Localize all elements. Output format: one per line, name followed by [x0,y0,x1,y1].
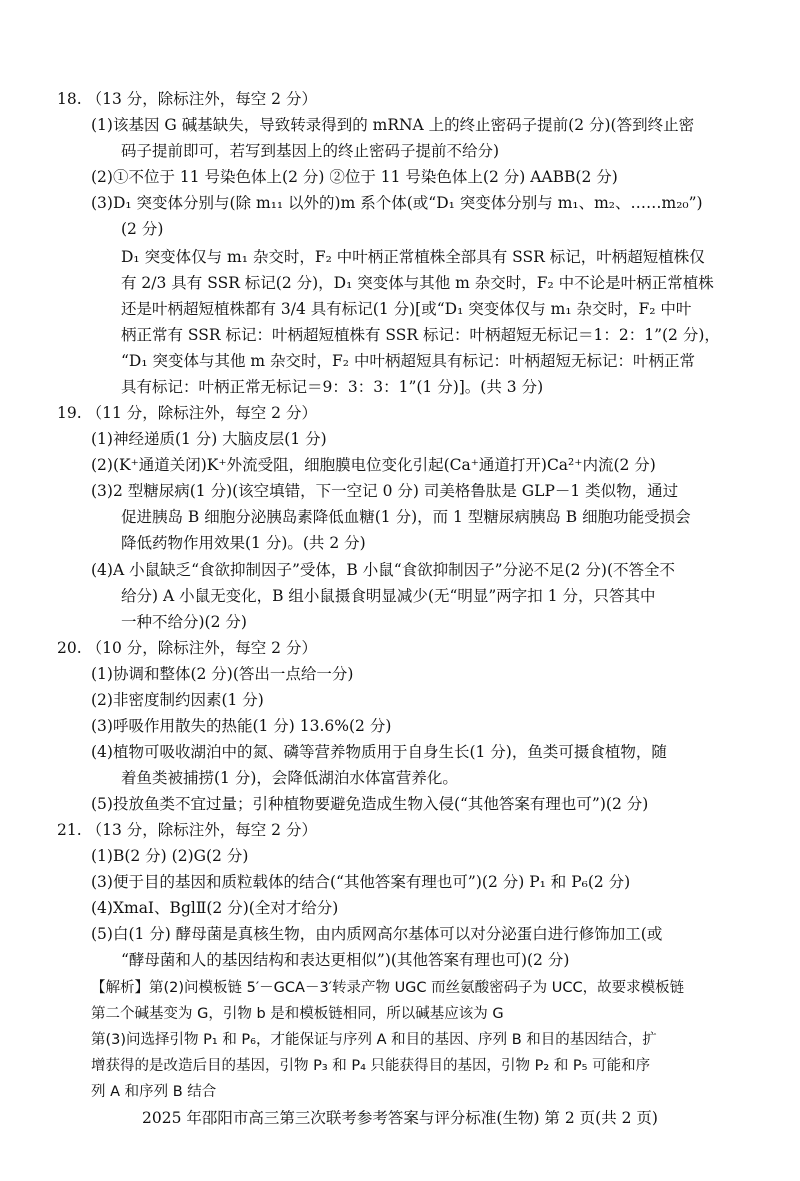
question-18-header: 18. （13 分，除标注外，每空 2 分） [57,90,317,108]
analysis-line: 第二个碱基变为 G，引物 b 是和模板链相同，所以碱基应该为 G [91,1006,504,1022]
text-line: (1)神经递质(1 分) 大脑皮层(1 分) [91,430,327,448]
text-line: (3)D₁ 突变体分别与(除 m₁₁ 以外的)m 系个体(或“D₁ 突变体分别与 m₁、m₂、……m₂₀”) [91,194,703,212]
text-line: (1)该基因 G 碱基缺失，导致转录得到的 mRNA 上的终止密码子提前(2 分)(答到终止密 [91,116,695,134]
text-line: (1)B(2 分) (2)G(2 分) [91,847,249,865]
question-21-header: 21. （13 分，除标注外，每空 2 分） [57,821,317,839]
text-line: 还是叶柄超短植株都有 3/4 具有标记(1 分)[或“D₁ 突变体仅与 m₁ 杂交时，F₂ 中叶 [121,300,692,318]
text-line: (4)A 小鼠缺乏“食欲抑制因子”受体，B 小鼠“食欲抑制因子”分泌不足(2 分)(不答全不 [91,561,676,579]
analysis-line: 列 A 和序列 B 结合 [91,1084,217,1100]
text-line: (2)①不位于 11 号染色体上(2 分) ②位于 11 号染色体上(2 分) AABB(2 分) [91,168,618,186]
text-line: 码子提前即可，若写到基因上的终止密码子提前不给分) [121,142,500,160]
text-line: 降低药物作用效果(1 分)。(共 2 分) [121,534,366,552]
question-20-header: 20. （10 分，除标注外，每空 2 分） [57,639,317,657]
text-line: 柄正常有 SSR 标记：叶柄超短植株有 SSR 标记：叶柄超短无标记＝1：2：1”(2 分)， [121,326,720,344]
text-line: (4)植物可吸收湖泊中的氮、磷等营养物质用于自身生长(1 分)，鱼类可摄食植物，随 [91,743,667,761]
text-line: “酵母菌和人的基因结构和表达更相似”)(其他答案有理也可)(2 分) [121,951,570,969]
text-line: (5)白(1 分) 酵母菌是真核生物，由内质网高尔基体可以对分泌蛋白进行修饰加工(或 [91,925,663,943]
text-line: (5)投放鱼类不宜过量；引种植物要避免造成生物入侵(“其他答案有理也可”)(2 分) [91,795,649,813]
question-19-header: 19. （11 分，除标注外，每空 2 分） [57,404,317,422]
analysis-line: 【解析】第(2)问模板链 5′－GCA－3′转录产物 UGC 而丝氨酸密码子为 UCC，故要求模板链 [91,980,685,996]
analysis-line: 增获得的是改造后目的基因，引物 P₃ 和 P₄ 只能获得目的基因，引物 P₂ 和 P₅ 可能和序 [91,1058,651,1074]
text-line: 给分) A 小鼠无变化，B 组小鼠摄食明显减少(无“明显”两字扣 1 分，只答其中 [121,587,656,605]
text-line: D₁ 突变体仅与 m₁ 杂交时，F₂ 中叶柄正常植株全部具有 SSR 标记，叶柄超短植株仅 [121,248,705,266]
text-line: (4)XmaⅠ、BglⅡ(2 分)(全对才给分) [91,899,339,917]
text-line: “D₁ 突变体与其他 m 杂交时，F₂ 中叶柄超短具有标记：叶柄超短无标记：叶柄正常 [121,352,695,370]
text-line: (3)便于目的基因和质粒载体的结合(“其他答案有理也可”)(2 分) P₁ 和 P₆(2 分) [91,873,631,891]
text-line: 促进胰岛 B 细胞分泌胰岛素降低血糖(1 分)，而 1 型糖尿病胰岛 B 细胞功能受损会 [121,508,691,526]
text-line: (3)2 型糖尿病(1 分)(该空填错，下一空记 0 分) 司美格鲁肽是 GLP－1 类似物，通过 [91,482,679,500]
text-line: (2)非密度制约因素(1 分) [91,691,264,709]
page-footer: 2025 年邵阳市高三第三次联考参考答案与评分标准(生物) 第 2 页(共 2 页) [142,1109,658,1127]
text-line: 具有标记：叶柄正常无标记＝9：3：3：1”(1 分)]。(共 3 分) [121,378,544,396]
text-line: 一种不给分)(2 分) [121,613,247,631]
text-line: (2 分) [121,220,164,238]
text-line: 着鱼类被捕捞(1 分)，会降低湖泊水体富营养化。 [121,769,458,787]
text-line: 有 2/3 具有 SSR 标记(2 分)，D₁ 突变体与其他 m 杂交时，F₂ 中不论是叶柄正常植株 [121,274,714,292]
text-line: (3)呼吸作用散失的热能(1 分) 13.6%(2 分) [91,717,392,735]
analysis-line: 第(3)问选择引物 P₁ 和 P₆，才能保证与序列 A 和目的基因、序列 B 和目的基因结合，扩 [91,1032,657,1048]
text-line: (2)(K⁺通道关闭)K⁺外流受阻，细胞膜电位变化引起(Ca⁺通道打开)Ca²⁺内流(2 分) [91,456,656,474]
text-line: (1)协调和整体(2 分)(答出一点给一分) [91,665,354,683]
